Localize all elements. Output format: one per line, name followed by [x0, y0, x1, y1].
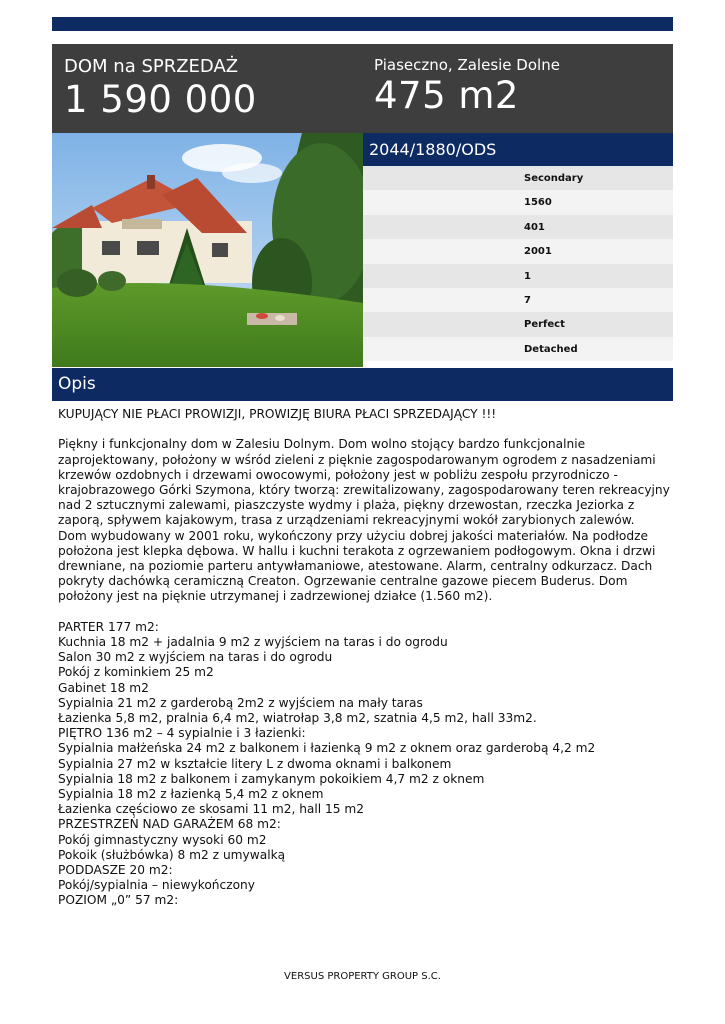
spec-value: Detached: [524, 343, 578, 355]
reference-bar: [363, 133, 673, 166]
description-line: Pokoik (służbówka) 8 m2 z umywalką: [58, 847, 286, 862]
listing-location: Piaseczno, Zalesie Dolne: [374, 56, 560, 74]
description-line: Łazienka częściowo ze skosami 11 m2, hall 15 m2: [58, 802, 365, 817]
description-line: Sypialnia 27 m2 w kształcie litery L z dwoma oknami i balkonem: [58, 756, 452, 771]
spec-value: 1: [524, 270, 531, 282]
description-line: Sypialnia 21 m2 z garderobą 2m2 z wyjściem na mały taras: [58, 695, 423, 710]
spec-value: 7: [524, 294, 531, 306]
spec-value: 2001: [524, 246, 552, 258]
description-line: PARTER 177 m2:: [58, 619, 159, 634]
property-photo: [52, 133, 363, 367]
description-line: Pokój gimnastyczny wysoki 60 m2: [58, 832, 267, 847]
footer-company: VERSUS PROPERTY GROUP S.C.: [284, 971, 441, 982]
description-line: Sypialnia małżeńska 24 m2 z balkonem i łazienką 9 m2 z oknem oraz garderobą 4,2 m2: [58, 741, 596, 756]
description-line: Sypialnia 18 m2 z łazienką 5,4 m2 z oknem: [58, 787, 324, 802]
specs-table: [363, 166, 673, 361]
spec-row: [363, 239, 673, 263]
description-line: Pokój/sypialnia – niewykończony: [58, 878, 255, 893]
listing-header: [52, 44, 673, 133]
description-line: Salon 30 m2 z wyjściem na taras i do ogrodu: [58, 650, 333, 665]
description-paragraph: Dom wybudowany w 2001 roku, wykończony przy użyciu dobrej jakości materiałów. Na podłodze położona jest klepka dębowa. W hallu i kuchni terakota z ogrzewaniem podłogowym. Okna i drzwi drewniane, na poziomie parteru antywłamaniowe, atestowane. Alarm, centralny odkurzacz. Dach pokryty dachówką ceramiczną Creaton. Ogrzewanie centralne gazowe piecem Buderus. Dom położony jest na pięknie utrzymanej i zadrzewionej działce (1.560 m2).: [58, 528, 656, 604]
listing-price: 1 590 000: [64, 78, 257, 121]
description-line: Kuchnia 18 m2 + jadalnia 9 m2 z wyjściem na taras i do ogrodu: [58, 635, 448, 650]
description-section-bar: [52, 368, 673, 401]
description-line: PIĘTRO 136 m2 – 4 sypialnie i 3 łazienki:: [58, 726, 306, 741]
description-line: Gabinet 18 m2: [58, 680, 149, 695]
description-line: Sypialnia 18 m2 z balkonem i zamykanym pokoikiem 4,7 m2 z oknem: [58, 771, 485, 786]
spec-row: [363, 190, 673, 214]
section-title: Opis: [58, 374, 96, 394]
description-intro: KUPUJĄCY NIE PŁACI PROWIZJI, PROWIZJĘ BIURA PŁACI SPRZEDAJĄCY !!!: [58, 407, 497, 421]
spec-value: Perfect: [524, 319, 565, 331]
spec-value: 401: [524, 221, 545, 233]
header-right: [374, 55, 560, 117]
description-line: POZIOM „0” 57 m2:: [58, 893, 179, 908]
header-left: [64, 56, 257, 121]
spec-row: [363, 264, 673, 288]
description-body: [58, 407, 670, 909]
description-line: Pokój z kominkiem 25 m2: [58, 665, 214, 680]
description-line: Łazienka 5,8 m2, pralnia 6,4 m2, wiatrołap 3,8 m2, szatnia 4,5 m2, hall 33m2.: [58, 711, 537, 726]
description-line: PODDASZE 20 m2:: [58, 863, 173, 878]
spec-value: 1560: [524, 197, 552, 209]
top-accent-bar: [52, 17, 673, 31]
spec-row: [363, 312, 673, 336]
spec-row: [363, 288, 673, 312]
spec-row: [363, 337, 673, 361]
spec-row: [363, 215, 673, 239]
listing-area: 475 m2: [374, 74, 519, 117]
reference-number: 2044/1880/ODS: [369, 140, 497, 159]
spec-row: [363, 166, 673, 190]
spec-value: Secondary: [524, 173, 584, 184]
description-line: PRZESTRZEŃ NAD GARAŻEM 68 m2:: [58, 817, 281, 832]
description-paragraph: Piękny i funkcjonalny dom w Zalesiu Dolnym. Dom wolno stojący bardzo funkcjonalnie zaprojektowany, położony w wśród zieleni z pięknie zagospodarowanym ogrodem z nasadzeniami krzewów ozdobnych i drzewami owocowymi, położony jest w pobliżu zespołu przyrodniczo - krajobrazowego Górki Szymona, który tworzą: zrewitalizowany, zagospodarowany teren rekreacyjny nad 2 sztucznymi zalewami, piaszczyste wydmy i plaża, piękny drzewostan, rzeczka Jeziorka z zaporą, spływem kajakowym, trasa z urządzeniami rekreacyjnymi wokół zarybionych zalewów.: [58, 437, 670, 528]
listing-type: DOM na SPRZEDAŻ: [64, 56, 239, 77]
